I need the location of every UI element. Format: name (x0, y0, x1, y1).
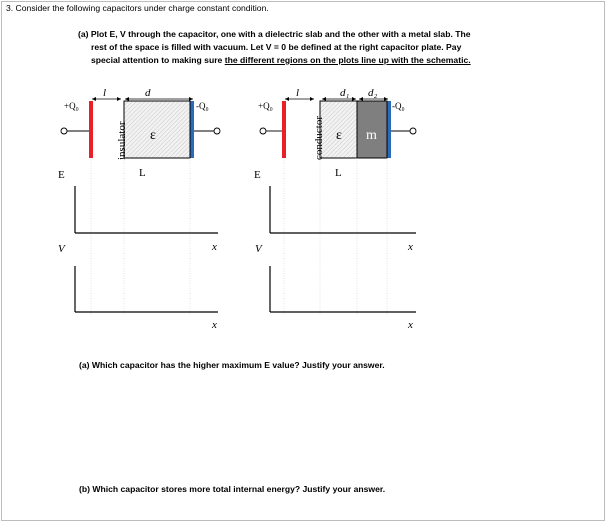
right-guide-lines (284, 158, 387, 315)
right-dim-d2-arrowhead-right (384, 97, 388, 101)
right-dim-d1-label: d₁ (340, 87, 350, 99)
left-plus-plate (89, 101, 93, 158)
left-length-label: L (139, 167, 146, 179)
right-v-axis-label: V (255, 243, 262, 255)
right-e-x-label: x (408, 241, 413, 253)
right-minus-q-label: -Q₀ (392, 101, 405, 111)
right-metal-label: m (366, 128, 377, 143)
right-dim-l-arrowhead-left (285, 97, 289, 101)
left-v-x-label: x (212, 319, 217, 331)
right-dim-d1-arrowhead-left (322, 97, 326, 101)
part-a-line3-underlined: the different regions on the plots line up with the schematic. (224, 55, 471, 65)
right-epsilon-label: ε (336, 128, 342, 143)
left-terminal-right (214, 128, 220, 134)
left-capacitor (58, 87, 220, 331)
part-a-line2: rest of the space is filled with vacuum. Let V = 0 be defined at the right capacitor plate. Pay (91, 42, 462, 52)
left-minus-plate (190, 101, 194, 158)
left-epsilon-label: ε (150, 128, 156, 143)
left-e-x-label: x (212, 241, 217, 253)
sub-question-a: (a) Which capacitor has the higher maximum E value? Justify your answer. (79, 360, 385, 370)
right-e-axis-label: E (254, 169, 261, 181)
left-plus-q-label: +Q₀ (64, 101, 79, 111)
part-a-line1: (a) Plot E, V through the capacitor, one with a dielectric slab and the other with a metal slab. The (78, 29, 471, 39)
left-guide-lines (91, 158, 190, 315)
right-conductor-label: conductor (313, 116, 325, 160)
left-dim-l-arrowhead-left (92, 97, 96, 101)
right-terminal-left (260, 128, 266, 134)
right-terminal-right (410, 128, 416, 134)
left-dim-d-arrowhead-left (125, 97, 129, 101)
left-dim-l-arrowhead-right (117, 97, 121, 101)
right-dim-l-label: l (296, 87, 300, 99)
right-capacitor (254, 87, 416, 331)
left-dielectric-slab (124, 101, 190, 158)
question-title: 3. Consider the following capacitors under charge constant condition. (6, 3, 269, 13)
right-plus-q-label: +Q₀ (258, 101, 273, 111)
left-terminal-left (61, 128, 67, 134)
right-dim-d2-arrowhead-left (359, 97, 363, 101)
left-dim-d-arrowhead-right (189, 97, 193, 101)
right-minus-plate (387, 101, 391, 158)
left-dim-l-label: l (103, 87, 107, 99)
right-dim-l-arrowhead-right (310, 97, 314, 101)
right-dim-d2-label: d₂ (368, 87, 378, 99)
part-a-line3-start: special attention to making sure (91, 55, 225, 65)
left-minus-q-label: -Q₀ (196, 101, 209, 111)
left-e-axis-label: E (58, 169, 65, 181)
left-insulator-label: insulator (116, 121, 128, 160)
left-dim-d-label: d (145, 87, 151, 99)
right-dim-d1-arrowhead-right (352, 97, 356, 101)
left-v-axis-label: V (58, 243, 65, 255)
right-plus-plate (282, 101, 286, 158)
right-length-label: L (335, 167, 342, 179)
right-v-x-label: x (408, 319, 413, 331)
sub-question-b: (b) Which capacitor stores more total internal energy? Justify your answer. (79, 484, 386, 494)
